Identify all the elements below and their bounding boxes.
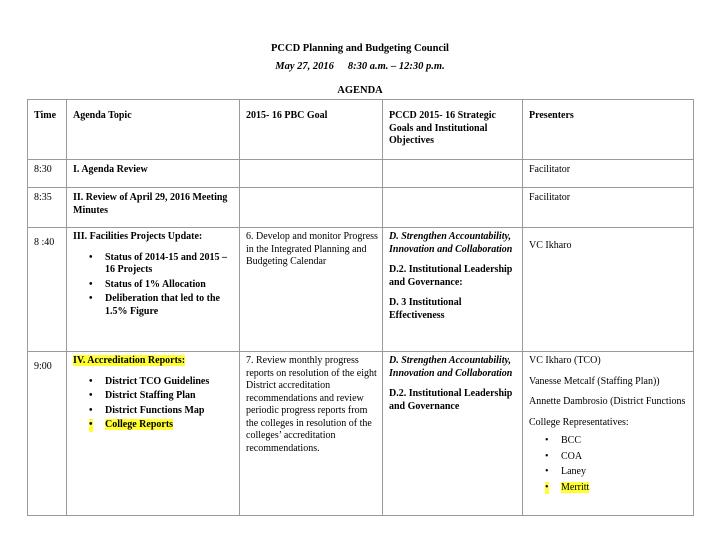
row-time: 9:00 xyxy=(34,361,52,372)
list-item: • BCC xyxy=(529,435,689,448)
row-topic-cell xyxy=(67,228,240,352)
list-item-highlighted xyxy=(73,419,235,432)
strategic-goal: D. Strengthen Accountability, Innovation and Collaboration xyxy=(389,355,513,379)
row-topic: II. Review of April 29, 2016 Meeting Minutes xyxy=(67,188,240,228)
college-list xyxy=(529,435,689,494)
list-item: • District TCO Guidelines xyxy=(73,376,235,389)
table-row xyxy=(28,228,694,352)
agenda-table xyxy=(27,99,694,516)
agenda-heading: AGENDA xyxy=(337,85,383,96)
row-time: 8:30 xyxy=(28,160,67,188)
list-item: • Status of 2014-15 and 2015 – 16 Projects xyxy=(73,252,235,277)
meeting-datetime xyxy=(0,61,720,72)
table-row xyxy=(28,160,694,188)
topic-bullet-list xyxy=(73,376,235,432)
strategic-objective: D. 3 Institutional Effectiveness xyxy=(389,297,462,321)
list-item: • District Functions Map xyxy=(73,405,235,418)
row-topic: I. Agenda Review xyxy=(67,160,240,188)
row-topic-highlighted: IV. Accreditation Reports: xyxy=(73,355,186,366)
highlighted-text: College Reports xyxy=(105,419,174,430)
row-topic: III. Facilities Projects Update: xyxy=(73,231,203,242)
column-header-time: Time xyxy=(28,100,67,160)
list-item: • Deliberation that led to the 1.5% Figure xyxy=(73,293,235,318)
table-row xyxy=(28,352,694,516)
presenter: Vanesse Metcalf (Staffing Plan)) xyxy=(529,375,660,387)
column-header-pbc-goal: 2015- 16 PBC Goal xyxy=(240,100,383,160)
row-strategic-cell xyxy=(383,228,523,352)
row-strategic xyxy=(383,160,523,188)
list-item: • Status of 1% Allocation xyxy=(73,279,235,292)
row-goal xyxy=(240,188,383,228)
row-time: 8:35 xyxy=(28,188,67,228)
presenter: VC Ikharo (TCO) xyxy=(529,355,601,366)
highlighted-text: Merritt xyxy=(561,481,590,493)
strategic-objective: D.2. Institutional Leadership and Governance: xyxy=(389,264,513,288)
row-topic-wrap xyxy=(73,355,235,368)
row-goal xyxy=(240,160,383,188)
row-goal: 7. Review monthly progress reports on resolution of the eight District accreditation recommendations and review periodic progress reports from the colleges in resolution of the colleges’ accreditation recommendations. xyxy=(240,352,383,516)
row-goal: 6. Develop and monitor Progress in the Integrated Planning and Budgeting Calendar xyxy=(240,228,383,352)
row-presenter: VC Ikharo xyxy=(529,240,572,251)
row-presenter: Facilitator xyxy=(523,188,694,228)
row-time-cell xyxy=(28,352,67,516)
row-time-cell xyxy=(28,228,67,352)
row-topic-cell xyxy=(67,352,240,516)
table-row xyxy=(28,188,694,228)
row-strategic-cell xyxy=(383,352,523,516)
row-strategic xyxy=(383,188,523,228)
table-header-row xyxy=(28,100,694,160)
column-header-presenters: Presenters xyxy=(523,100,694,160)
list-item-highlighted xyxy=(529,482,689,495)
row-time: 8 :40 xyxy=(34,237,55,248)
presenter: Annette Dambrosio (District Functions xyxy=(529,396,686,407)
column-header-topic: Agenda Topic xyxy=(67,100,240,160)
column-header-strategic-goals: PCCD 2015- 16 Strategic Goals and Institutional Objectives xyxy=(383,100,523,160)
row-presenter: Facilitator xyxy=(523,160,694,188)
strategic-objective: D.2. Institutional Leadership and Governance xyxy=(389,388,513,412)
topic-bullet-list xyxy=(73,252,235,319)
row-presenter-cell xyxy=(523,352,694,516)
meeting-time: 8:30 a.m. – 12:30 p.m. xyxy=(347,61,445,72)
list-item: • District Staffing Plan xyxy=(73,390,235,403)
strategic-goal: D. Strengthen Accountability, Innovation and Collaboration xyxy=(389,231,513,255)
presenter: College Representatives: xyxy=(529,416,629,428)
meeting-date: May 27, 2016 xyxy=(275,61,334,72)
row-presenter-cell xyxy=(523,228,694,352)
list-item: • Laney xyxy=(529,466,689,479)
document-title: PCCD Planning and Budgeting Council xyxy=(271,43,449,54)
list-item: • COA xyxy=(529,451,689,464)
